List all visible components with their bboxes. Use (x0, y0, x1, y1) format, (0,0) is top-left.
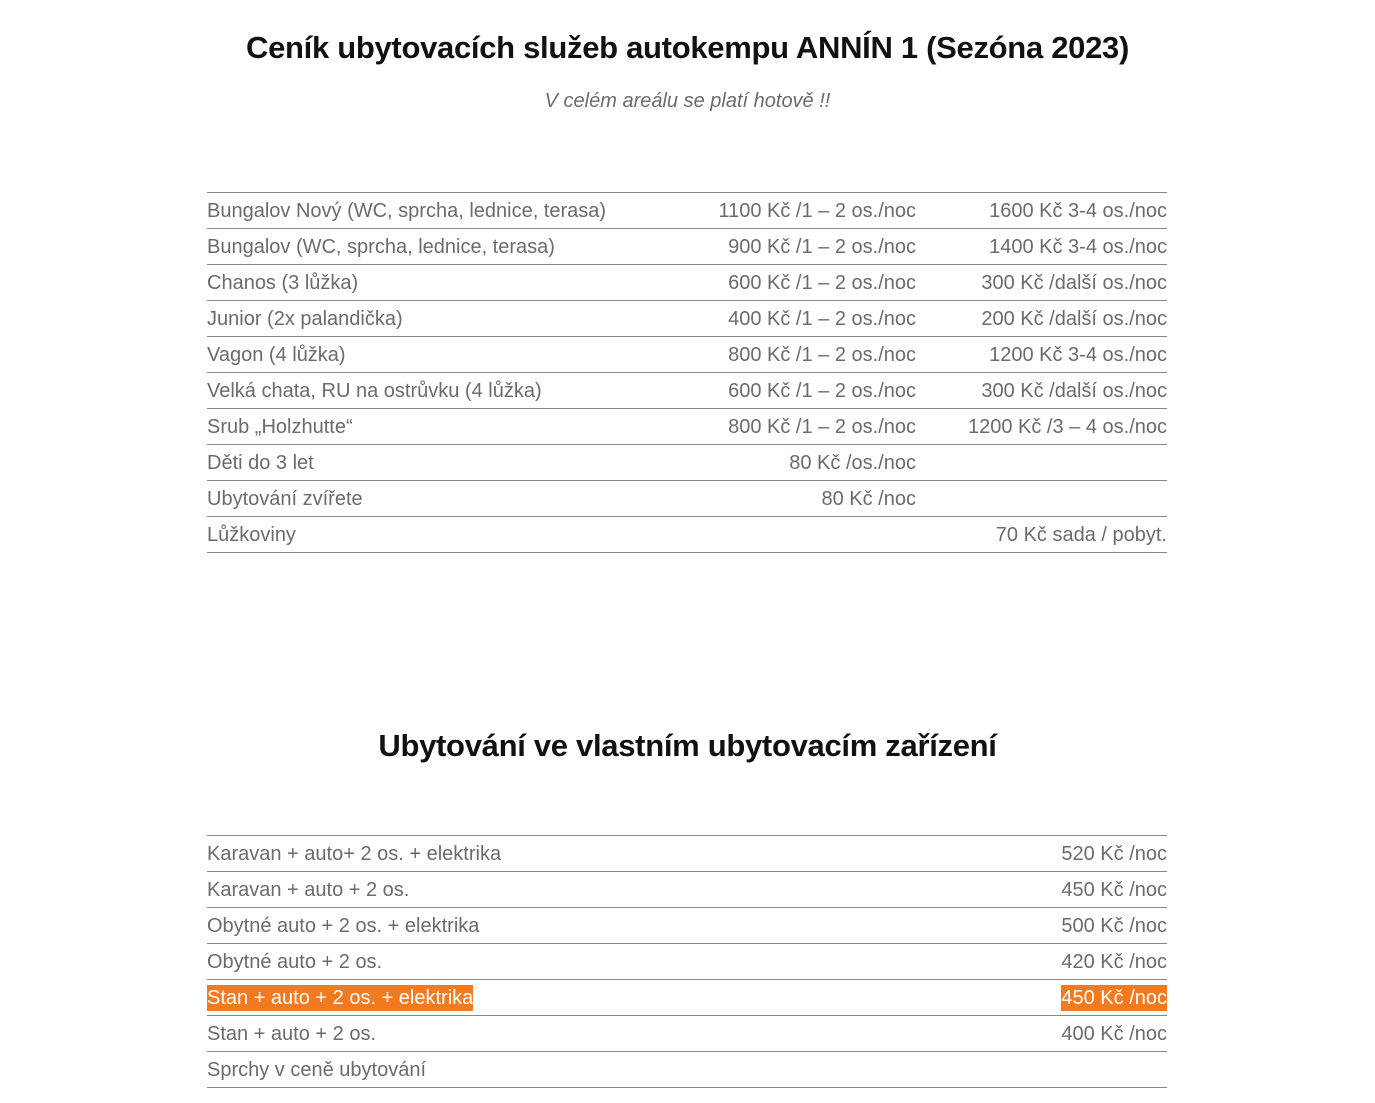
table-row (207, 1052, 1167, 1088)
price-base (667, 517, 916, 553)
table-row (207, 265, 1167, 301)
item-name: Srub „Holzhutte“ (207, 415, 353, 438)
price (913, 980, 1167, 1016)
price-base: 800 Kč /1 – 2 os./noc (728, 415, 916, 438)
payment-note: V celém areálu se platí hotově !! (544, 90, 831, 112)
price: 450 Kč /noc (1061, 878, 1167, 901)
price-base: 1100 Kč /1 – 2 os./noc (718, 199, 916, 222)
price (913, 1052, 1167, 1088)
table-row (207, 517, 1167, 553)
table-row (207, 193, 1167, 229)
selected-text: 450 Kč /noc (1061, 986, 1167, 1009)
selected-text: Stan + auto + 2 os. + elektrika (207, 986, 474, 1009)
table-row (207, 944, 1167, 980)
price-base: 600 Kč /1 – 2 os./noc (728, 379, 916, 402)
item-name: Chanos (3 lůžka) (207, 271, 359, 294)
item-name: Ubytování zvířete (207, 487, 363, 510)
item-name: Lůžkoviny (207, 523, 296, 546)
price-extra: 200 Kč /další os./noc (981, 307, 1167, 330)
item-name: Obytné auto + 2 os. + elektrika (207, 914, 480, 937)
table-row (207, 229, 1167, 265)
item-name: Bungalov Nový (WC, sprcha, lednice, terasa) (207, 199, 607, 222)
item-name: Stan + auto + 2 os. (207, 1022, 377, 1045)
table-row (207, 908, 1167, 944)
table-row (207, 481, 1167, 517)
price: 520 Kč /noc (1061, 842, 1167, 865)
price: 400 Kč /noc (1061, 1022, 1167, 1045)
price-base: 900 Kč /1 – 2 os./noc (728, 235, 916, 258)
table-row (207, 373, 1167, 409)
table-row-selected (207, 980, 1167, 1016)
item-name: Junior (2x palandička) (207, 307, 403, 330)
table-row (207, 337, 1167, 373)
item-name: Bungalov (WC, sprcha, lednice, terasa) (207, 235, 555, 258)
price: 500 Kč /noc (1061, 914, 1167, 937)
price-extra: 1200 Kč 3-4 os./noc (989, 343, 1167, 366)
accommodation-price-table (207, 192, 1167, 553)
price-extra (916, 481, 1167, 517)
item-name: Vagon (4 lůžka) (207, 343, 346, 366)
price-base: 800 Kč /1 – 2 os./noc (728, 343, 916, 366)
price: 420 Kč /noc (1061, 950, 1167, 973)
price-extra: 1200 Kč /3 – 4 os./noc (967, 415, 1167, 438)
table-row (207, 872, 1167, 908)
price-extra: 300 Kč /další os./noc (981, 271, 1167, 294)
price-base: 600 Kč /1 – 2 os./noc (728, 271, 916, 294)
item-name: Obytné auto + 2 os. (207, 950, 383, 973)
price-base: 400 Kč /1 – 2 os./noc (728, 307, 916, 330)
item-name: Velká chata, RU na ostrůvku (4 lůžka) (207, 379, 542, 402)
price-extra: 70 Kč sada / pobyt. (995, 523, 1167, 546)
table-row (207, 836, 1167, 872)
table-row (207, 409, 1167, 445)
section-title: Ubytování ve vlastním ubytovacím zařízení (378, 728, 997, 763)
item-name: Sprchy v ceně ubytování (207, 1058, 427, 1081)
page-title: Ceník ubytovacích služeb autokempu ANNÍN 1 (Sezóna 2023) (245, 30, 1129, 65)
own-equipment-price-table (207, 835, 1167, 1088)
item-name (207, 980, 913, 1016)
table-row (207, 445, 1167, 481)
price-extra: 300 Kč /další os./noc (981, 379, 1167, 402)
item-name: Karavan + auto + 2 os. (207, 878, 410, 901)
table-row (207, 301, 1167, 337)
price-base: 80 Kč /noc (821, 487, 916, 510)
price-extra: 1400 Kč 3-4 os./noc (989, 235, 1167, 258)
price-base: 80 Kč /os./noc (789, 451, 916, 474)
item-name: Děti do 3 let (207, 451, 314, 474)
item-name: Karavan + auto+ 2 os. + elektrika (207, 842, 502, 865)
table-row (207, 1016, 1167, 1052)
price-extra: 1600 Kč 3-4 os./noc (989, 199, 1167, 222)
price-extra (916, 445, 1167, 481)
